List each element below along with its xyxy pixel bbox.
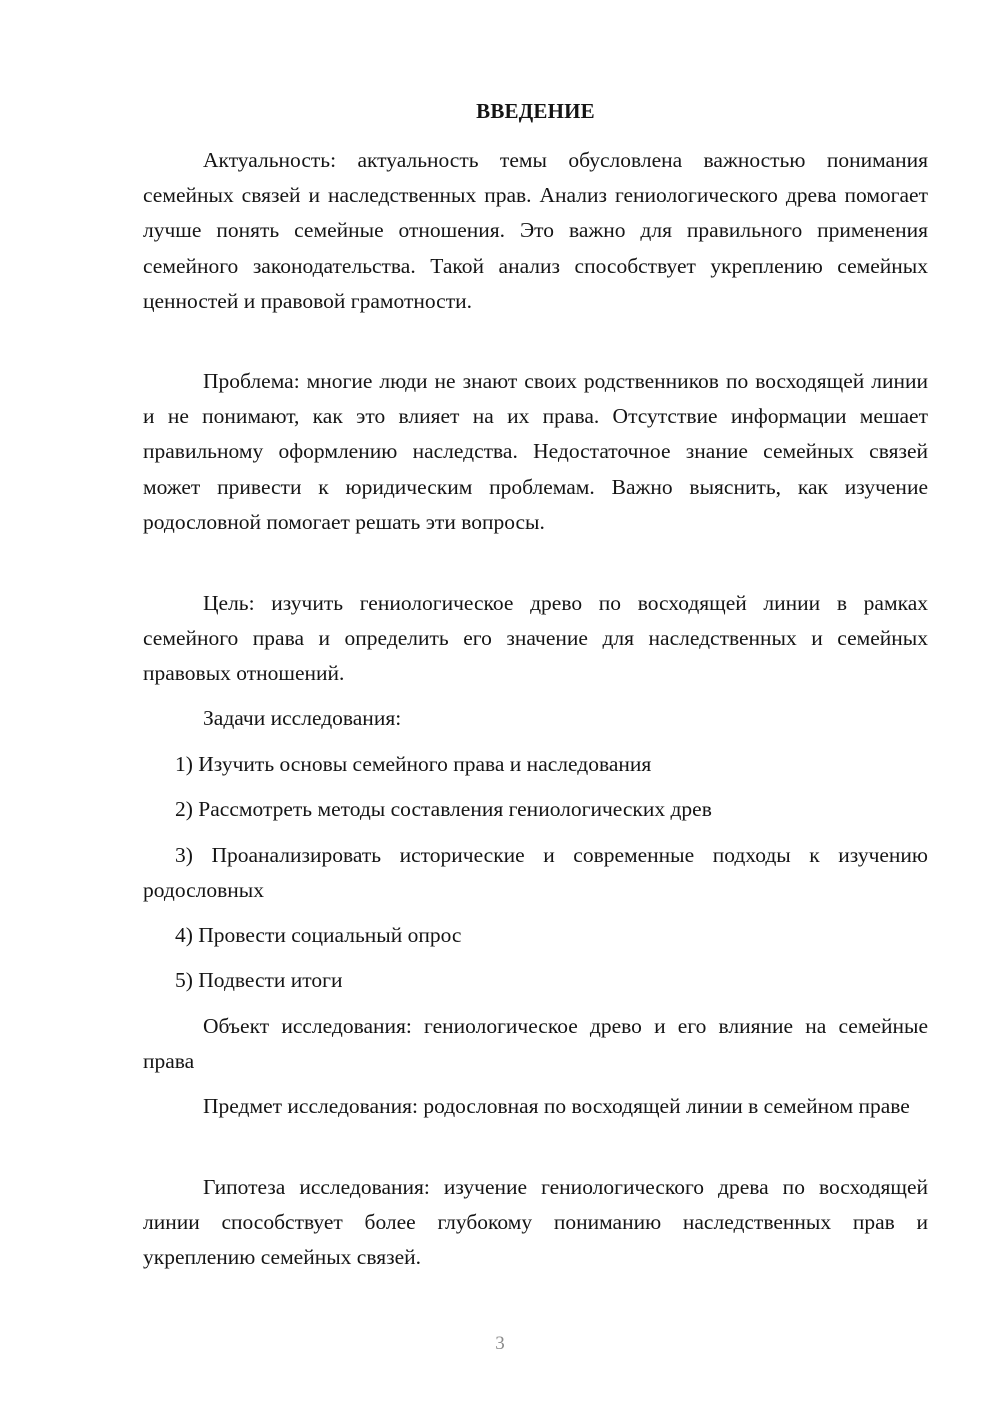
task-item-2: 2) Рассмотреть методы составления гениологических древ: [175, 797, 712, 821]
task-item-4: 4) Провести социальный опрос: [175, 923, 462, 947]
paragraph-subject: Предмет исследования: родословная по восходящей линии в семейном праве: [203, 1094, 910, 1118]
paragraph-goal: Цель: изучить гениологическое древо по восходящей линии в рамках семейного права и определить его значение для наследственных и семейных правовых отношений.: [143, 591, 928, 686]
paragraph-problem: Проблема: многие люди не знают своих родственников по восходящей линии и не понимают, как это влияет на их права. Отсутствие информации мешает правильному оформлению наследства. Недостаточное знание семейных связей может привести к юридическим проблемам. Важно выяснить, как изучение родословной помогает решать эти вопросы.: [143, 369, 928, 534]
task-item-3: 3) Проанализировать исторические и современные подходы к изучению родословных: [143, 843, 928, 903]
section-title: ВВЕДЕНИЕ: [476, 99, 595, 123]
task-item-1: 1) Изучить основы семейного права и наследования: [175, 752, 652, 776]
page-number: 3: [495, 1333, 505, 1354]
paragraph-object: Объект исследования: гениологическое древо и его влияние на семейные права: [143, 1014, 928, 1074]
task-item-5: 5) Подвести итоги: [175, 968, 343, 992]
paragraph-relevance: Актуальность: актуальность темы обусловлена важностью понимания семейных связей и наследственных прав. Анализ гениологического древа помогает лучше понять семейные отношения. Это важно для правильного применения семейного законодательства. Такой анализ способствует укреплению семейных ценностей и правовой грамотности.: [143, 148, 928, 313]
paragraph-hypothesis: Гипотеза исследования: изучение гениологического древа по восходящей линии способствует более глубокому пониманию наследственных прав и укреплению семейных связей.: [143, 1175, 928, 1270]
tasks-heading: Задачи исследования:: [203, 706, 402, 730]
